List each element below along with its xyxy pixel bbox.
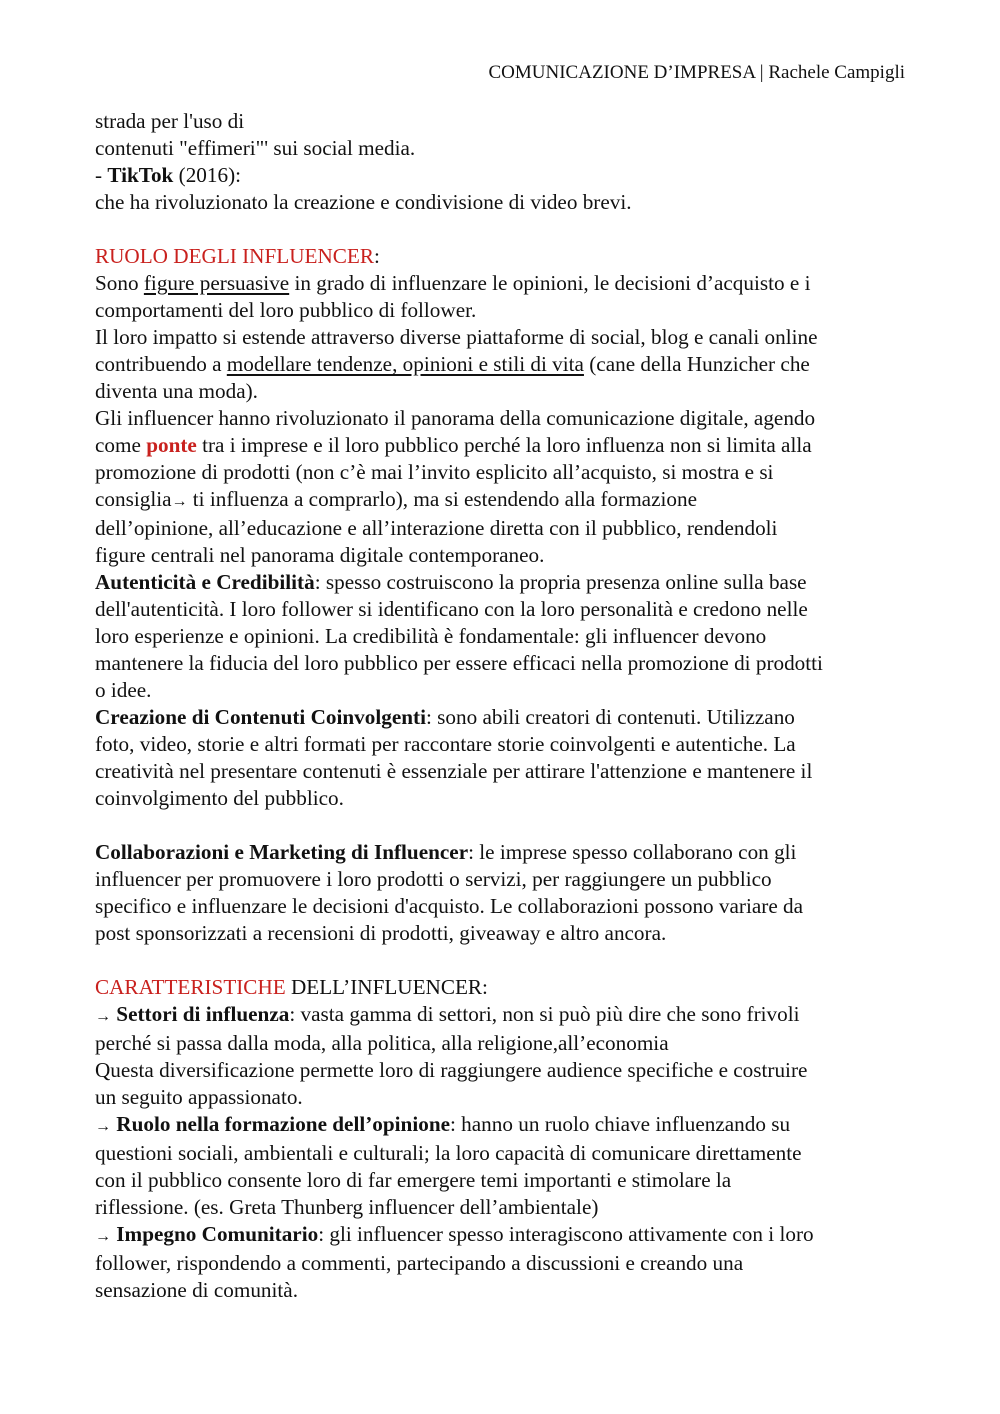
- bold-term: Collaborazioni e Marketing di Influencer: [95, 840, 469, 864]
- arrow-right-icon: →: [171, 493, 188, 510]
- highlighted-word: ponte: [146, 433, 197, 457]
- paragraph-gap: [95, 812, 915, 839]
- text-run: come: [95, 433, 147, 457]
- text-line: dell'autenticità. I loro follower si identificano con la loro personalità e credono nelle: [95, 597, 808, 621]
- heading-rest: DELL’INFLUENCER:: [285, 975, 488, 999]
- text-line: Il loro impatto si estende attraverso diverse piattaforme di social, blog e canali online: [95, 325, 818, 349]
- arrow-right-icon: →: [95, 1228, 111, 1245]
- text-line: questioni sociali, ambientali e culturali; la loro capacità di comunicare direttamente: [95, 1141, 802, 1165]
- text-line: [95, 1221, 915, 1250]
- text-line: [95, 432, 915, 459]
- text-line: [95, 704, 915, 731]
- text-run: contribuendo a: [95, 352, 227, 376]
- text-run: tra i imprese e il loro pubblico perché la loro influenza non si limita alla: [196, 433, 812, 457]
- paragraph-gap: [95, 947, 915, 974]
- text-line: mantenere la fiducia del loro pubblico per essere efficaci nella promozione di prodotti: [95, 651, 823, 675]
- text-line: [95, 270, 915, 297]
- text-line: con il pubblico consente loro di far emergere temi importanti e stimolare la: [95, 1168, 732, 1192]
- text-line: influencer per promuovere i loro prodotti o servizi, per raggiungere un pubblico: [95, 867, 772, 891]
- text-line: sensazione di comunità.: [95, 1278, 298, 1302]
- text-line: Questa diversificazione permette loro di raggiungere audience specifiche e costruire: [95, 1058, 808, 1082]
- text-line: follower, rispondendo a commenti, partecipando a discussioni e creando una: [95, 1251, 744, 1275]
- bold-term: Autenticità e Credibilità: [95, 570, 315, 594]
- paragraph-gap: [95, 216, 915, 243]
- underlined-phrase: modellare tendenze, opinioni e stili di vita: [226, 352, 584, 376]
- text-line: creatività nel presentare contenuti è essenziale per attirare l'attenzione e mantenere il: [95, 759, 813, 783]
- document-body: [95, 108, 915, 1304]
- text-line: [95, 486, 915, 515]
- text-line: loro esperienze e opinioni. La credibilità è fondamentale: gli influencer devono: [95, 624, 767, 648]
- text-line: riflessione. (es. Greta Thunberg influencer dell’ambientale): [95, 1195, 599, 1219]
- text-line: [95, 839, 915, 866]
- text-line: specifico e influenzare le decisioni d'acquisto. Le collaborazioni possono variare da: [95, 894, 804, 918]
- dash: -: [95, 163, 108, 187]
- text-run: ti influenza a comprarlo), ma si estendendo alla formazione: [187, 487, 697, 511]
- text-line: diventa una moda).: [95, 379, 258, 403]
- text-run: : hanno un ruolo chiave influenzando su: [450, 1112, 791, 1136]
- text-line: che ha rivoluzionato la creazione e condivisione di video brevi.: [95, 190, 632, 214]
- arrow-right-icon: →: [95, 1008, 111, 1025]
- bold-term: Impegno Comunitario: [116, 1222, 319, 1246]
- text-line: dell’opinione, all’educazione e all’interazione diretta con il pubblico, rendendoli: [95, 516, 778, 540]
- text-line: perché si passa dalla moda, alla politica, alla religione,all’economia: [95, 1031, 669, 1055]
- tiktok-year: (2016):: [173, 163, 242, 187]
- text-line: figure centrali nel panorama digitale contemporaneo.: [95, 543, 545, 567]
- text-line: Gli influencer hanno rivoluzionato il panorama della comunicazione digitale, agendo: [95, 406, 816, 430]
- text-line: o idee.: [95, 678, 152, 702]
- text-line: foto, video, storie e altri formati per raccontare storie coinvolgenti e autentiche. La: [95, 732, 796, 756]
- text-run: : sono abili creatori di contenuti. Utilizzano: [425, 705, 795, 729]
- text-line: [95, 1001, 915, 1030]
- text-run: : le imprese spesso collaborano con gli: [468, 840, 797, 864]
- text-run: Sono: [95, 271, 144, 295]
- section-heading-ruolo: [95, 243, 915, 270]
- page-header: COMUNICAZIONE D’IMPRESA | Rachele Campigli: [488, 62, 905, 83]
- text-line: post sponsorizzati a recensioni di prodotti, giveaway e altro ancora.: [95, 921, 667, 945]
- heading-text: RUOLO DEGLI INFLUENCER: [95, 244, 374, 268]
- heading-text: CARATTERISTICHE: [95, 975, 286, 999]
- section-heading-caratteristiche: [95, 974, 915, 1001]
- text-run: : vasta gamma di settori, non si può più dire che sono frivoli: [289, 1002, 800, 1026]
- bold-term: Creazione di Contenuti Coinvolgenti: [95, 705, 426, 729]
- text-run: : gli influencer spesso interagiscono attivamente con i loro: [318, 1222, 814, 1246]
- text-line: [95, 1111, 915, 1140]
- heading-colon: :: [373, 244, 380, 268]
- text-run: : spesso costruiscono la propria presenza online sulla base: [314, 570, 807, 594]
- tiktok-name: TikTok: [107, 163, 174, 187]
- text-run: (cane della Hunzicher che: [583, 352, 810, 376]
- text-line: comportamenti del loro pubblico di follower.: [95, 298, 477, 322]
- text-line: strada per l'uso di: [95, 109, 245, 133]
- text-line: [95, 162, 915, 189]
- text-run: in grado di influenzare le opinioni, le decisioni d’acquisto e i: [289, 271, 811, 295]
- text-line: [95, 351, 915, 378]
- text-line: promozione di prodotti (non c’è mai l’invito esplicito all’acquisto, si mostra e si: [95, 460, 774, 484]
- arrow-right-icon: →: [95, 1118, 111, 1135]
- text-line: coinvolgimento del pubblico.: [95, 786, 344, 810]
- bold-term: Ruolo nella formazione dell’opinione: [116, 1112, 450, 1136]
- text-line: contenuti "effimeri"' sui social media.: [95, 136, 416, 160]
- text-run: consiglia: [95, 487, 172, 511]
- text-line: [95, 569, 915, 596]
- bold-term: Settori di influenza: [116, 1002, 290, 1026]
- text-line: un seguito appassionato.: [95, 1085, 303, 1109]
- underlined-phrase: figure persuasive: [143, 271, 290, 295]
